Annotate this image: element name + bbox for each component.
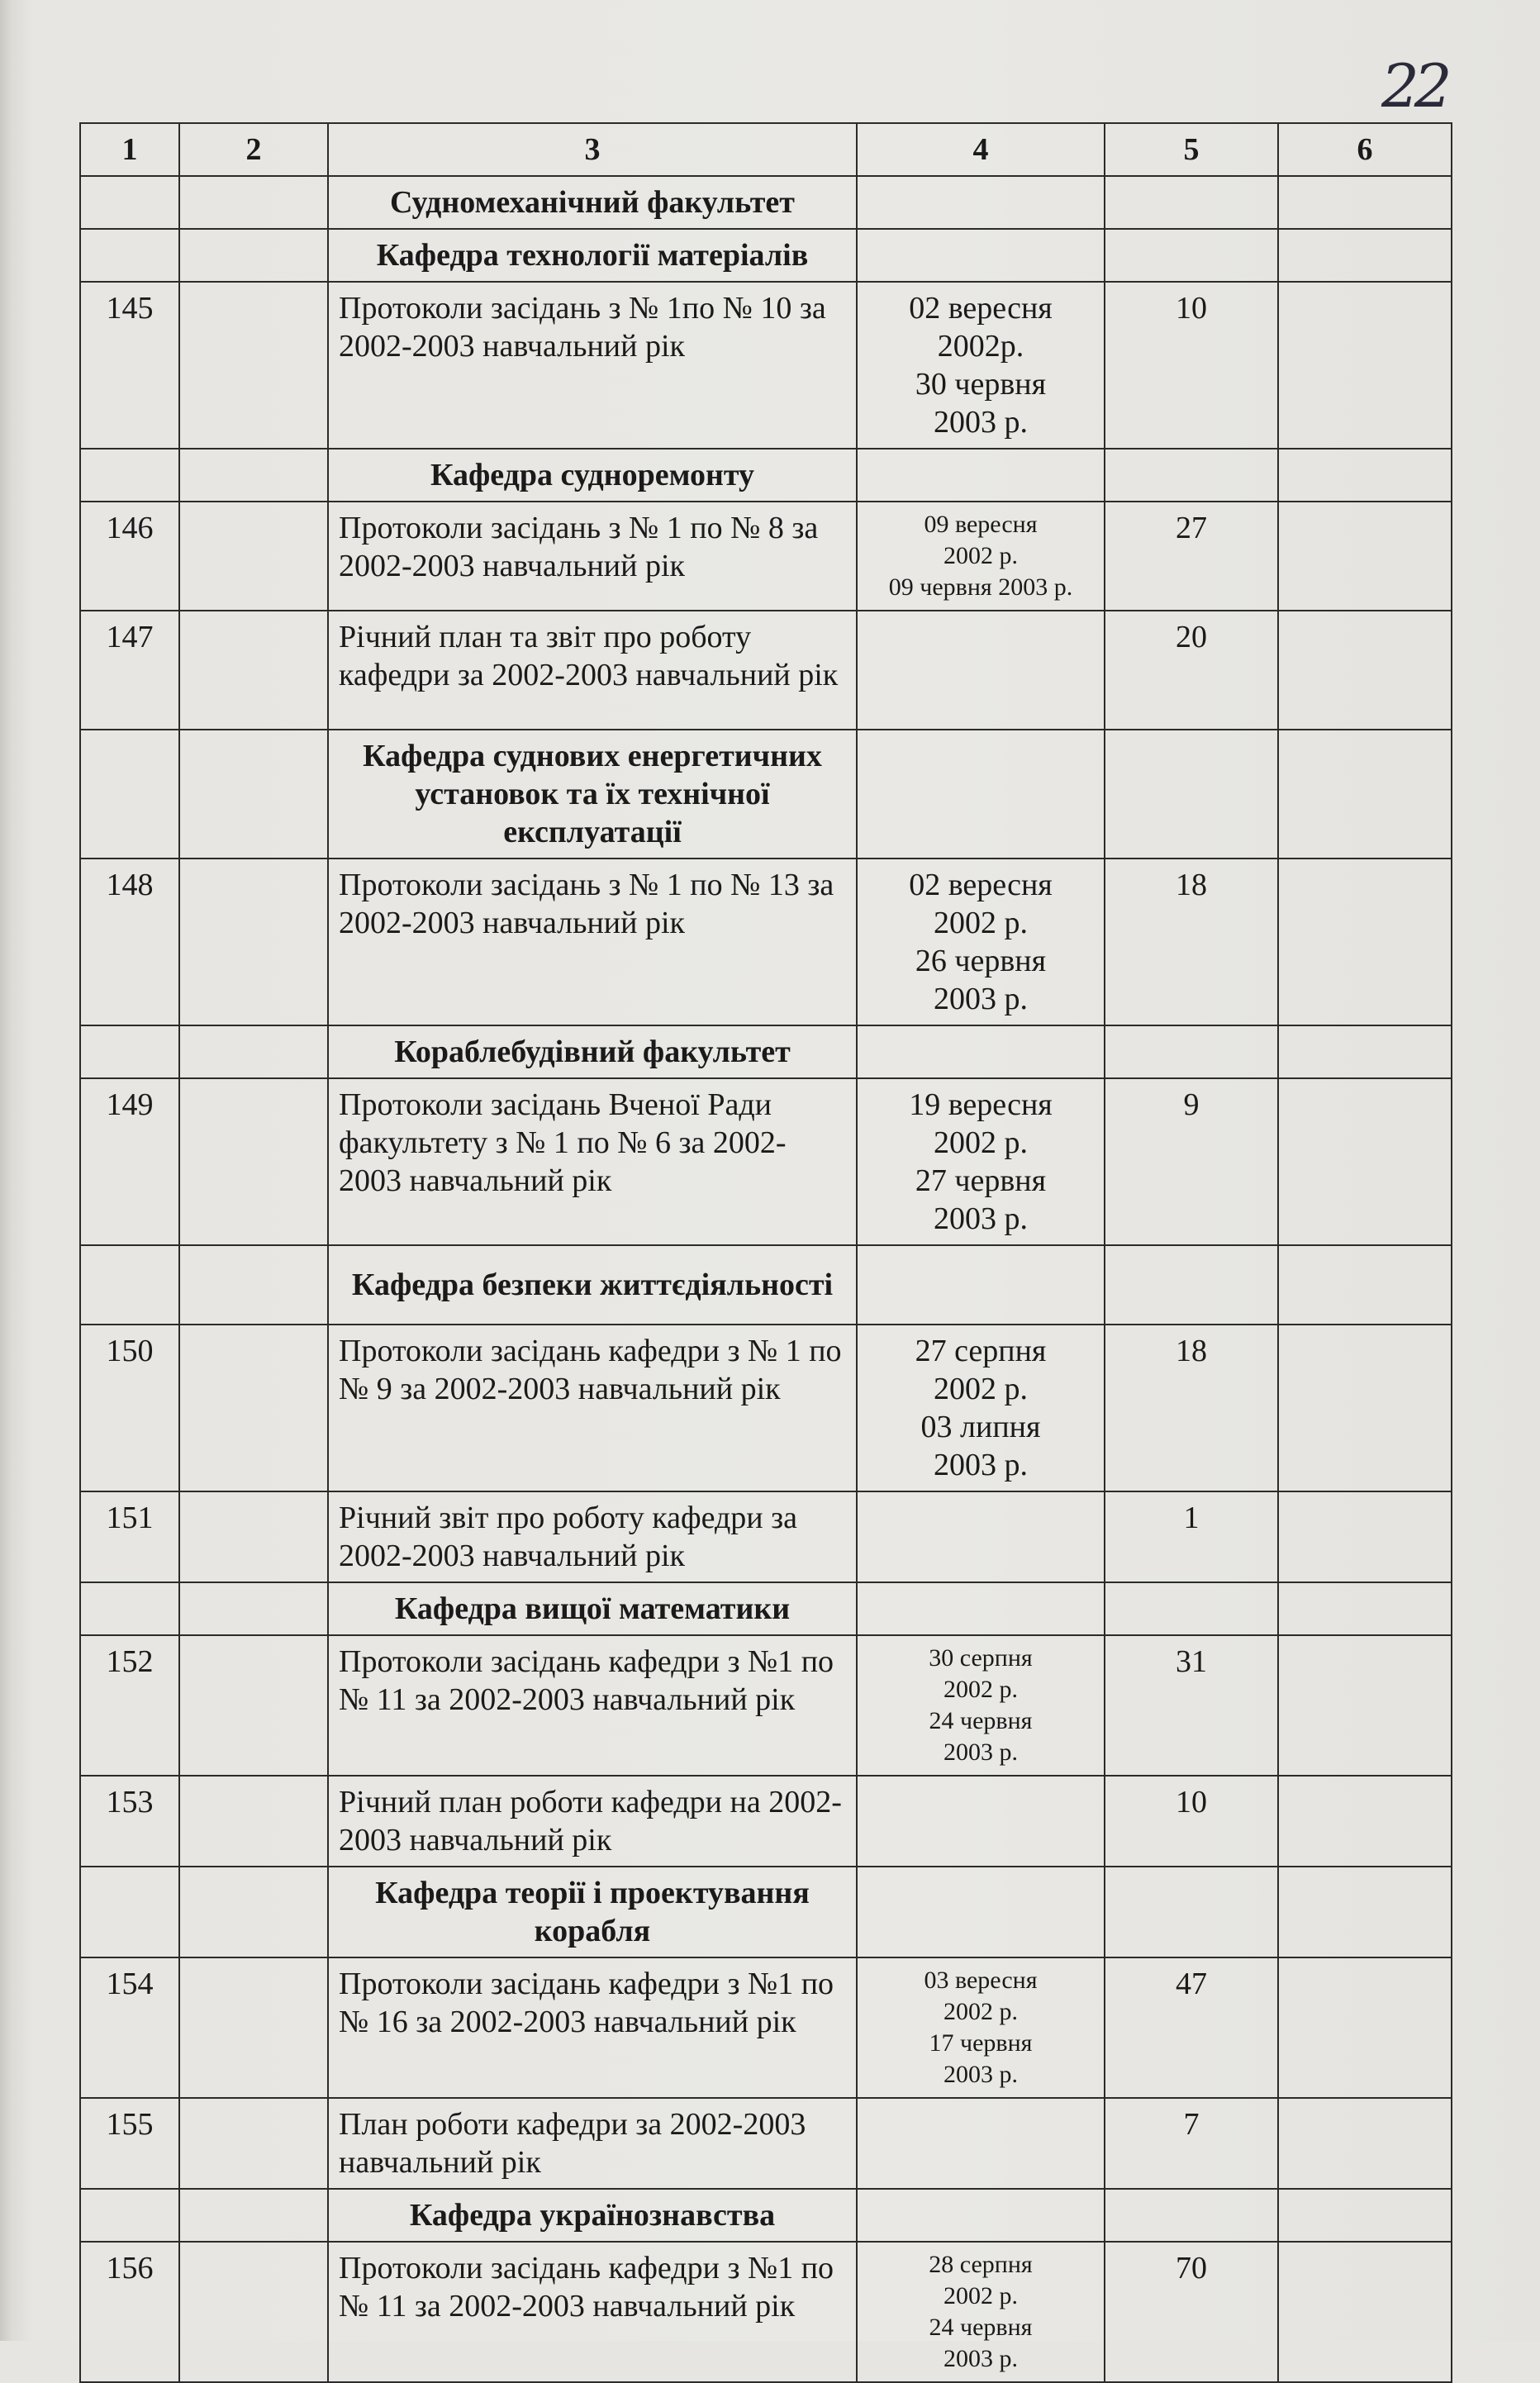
section-title: Кафедра безпеки життєдіяльності xyxy=(328,1245,857,1325)
page-count: 20 xyxy=(1105,611,1278,730)
record-number-cell xyxy=(80,1582,179,1635)
empty-cell xyxy=(857,229,1105,282)
empty-cell xyxy=(1278,1245,1452,1325)
record-number: 151 xyxy=(80,1491,179,1582)
date-line: 03 липня xyxy=(920,1410,1041,1444)
register-row xyxy=(80,1957,1452,2098)
date-line: 2002 р. xyxy=(943,1998,1018,2025)
empty-cell xyxy=(857,449,1105,502)
record-number: 145 xyxy=(80,282,179,449)
section-title: Кафедра теорії і проектування корабля xyxy=(328,1867,857,1957)
empty-cell xyxy=(1105,1025,1278,1078)
register-row xyxy=(80,502,1452,611)
page-count: 70 xyxy=(1105,2242,1278,2382)
record-title: Протоколи засідань з № 1 по № 13 за 2002-2003 навчальний рік xyxy=(328,859,857,1025)
column-header: 2 xyxy=(179,123,328,176)
date-line: 2003 р. xyxy=(943,1738,1018,1766)
register-row xyxy=(80,1325,1452,1491)
empty-cell xyxy=(179,229,328,282)
record-dates xyxy=(857,1635,1105,1776)
notes-cell xyxy=(1278,1325,1452,1491)
date-line: 27 червня xyxy=(915,1163,1047,1198)
register-row xyxy=(80,1491,1452,1582)
column-header: 3 xyxy=(328,123,857,176)
date-line: 2002 р. xyxy=(934,1125,1028,1160)
record-number: 150 xyxy=(80,1325,179,1491)
record-dates xyxy=(857,1491,1105,1582)
record-number-cell xyxy=(80,730,179,859)
date-line: 27 серпня xyxy=(915,1334,1047,1368)
empty-cell xyxy=(179,2189,328,2242)
empty-cell xyxy=(179,611,328,730)
record-number-cell xyxy=(80,1867,179,1957)
notes-cell xyxy=(1278,611,1452,730)
record-title: Протоколи засідань з № 1 по № 8 за 2002-2003 навчальний рік xyxy=(328,502,857,611)
column-header: 4 xyxy=(857,123,1105,176)
archive-register-table xyxy=(79,122,1452,2383)
date-line: 2003 р. xyxy=(934,1201,1028,1236)
record-number-cell xyxy=(80,1025,179,1078)
section-heading-row xyxy=(80,2189,1452,2242)
empty-cell xyxy=(1105,1867,1278,1957)
empty-cell xyxy=(857,1245,1105,1325)
column-header: 5 xyxy=(1105,123,1278,176)
empty-cell xyxy=(179,730,328,859)
record-title: Протоколи засідань кафедри з № 1 по № 9 за 2002-2003 навчальний рік xyxy=(328,1325,857,1491)
section-heading-row xyxy=(80,1245,1452,1325)
section-heading-row xyxy=(80,176,1452,229)
empty-cell xyxy=(1105,2189,1278,2242)
empty-cell xyxy=(179,1582,328,1635)
notes-cell xyxy=(1278,1491,1452,1582)
page-count: 18 xyxy=(1105,1325,1278,1491)
empty-cell xyxy=(1105,1582,1278,1635)
section-title: Судномеханічний факультет xyxy=(328,176,857,229)
notes-cell xyxy=(1278,502,1452,611)
record-number: 146 xyxy=(80,502,179,611)
date-line: 2002 р. xyxy=(943,542,1018,569)
record-title: Річний план та звіт про роботу кафедри за 2002-2003 навчальний рік xyxy=(328,611,857,730)
notes-cell xyxy=(1278,1957,1452,2098)
empty-cell xyxy=(179,1078,328,1245)
notes-cell xyxy=(1278,1776,1452,1867)
register-row xyxy=(80,1635,1452,1776)
page-count: 31 xyxy=(1105,1635,1278,1776)
register-row xyxy=(80,1776,1452,1867)
empty-cell xyxy=(179,1025,328,1078)
date-line: 2002 р. xyxy=(934,906,1028,940)
register-row xyxy=(80,1078,1452,1245)
section-heading-row xyxy=(80,1582,1452,1635)
section-title: Кафедра технології матеріалів xyxy=(328,229,857,282)
date-line: 24 червня xyxy=(929,2314,1033,2341)
page-count: 10 xyxy=(1105,282,1278,449)
record-dates xyxy=(857,1078,1105,1245)
section-heading-row xyxy=(80,730,1452,859)
empty-cell xyxy=(857,1867,1105,1957)
empty-cell xyxy=(179,1325,328,1491)
record-dates xyxy=(857,282,1105,449)
record-dates xyxy=(857,1957,1105,2098)
date-line: 19 вересня xyxy=(909,1087,1053,1122)
date-line: 2003 р. xyxy=(943,2061,1018,2088)
empty-cell xyxy=(1105,229,1278,282)
register-row xyxy=(80,859,1452,1025)
record-title: Протоколи засідань кафедри з №1 по № 11 за 2002-2003 навчальний рік xyxy=(328,2242,857,2382)
notes-cell xyxy=(1278,282,1452,449)
section-title: Кафедра суднових енергетичних установок та їх технічної експлуатації xyxy=(328,730,857,859)
page-count: 1 xyxy=(1105,1491,1278,1582)
section-title: Кафедра українознавства xyxy=(328,2189,857,2242)
register-row xyxy=(80,611,1452,730)
section-heading-row xyxy=(80,1025,1452,1078)
notes-cell xyxy=(1278,2098,1452,2189)
register-row xyxy=(80,282,1452,449)
empty-cell xyxy=(857,730,1105,859)
notes-cell xyxy=(1278,2242,1452,2382)
empty-cell xyxy=(1278,1867,1452,1957)
page-count: 7 xyxy=(1105,2098,1278,2189)
date-line: 02 вересня xyxy=(909,868,1053,902)
record-number: 153 xyxy=(80,1776,179,1867)
record-dates xyxy=(857,611,1105,730)
empty-cell xyxy=(1278,229,1452,282)
empty-cell xyxy=(179,282,328,449)
empty-cell xyxy=(1105,449,1278,502)
record-title: Протоколи засідань з № 1по № 10 за 2002-2003 навчальний рік xyxy=(328,282,857,449)
date-line: 26 червня xyxy=(915,944,1047,978)
column-header: 1 xyxy=(80,123,179,176)
page-count: 27 xyxy=(1105,502,1278,611)
date-line: 17 червня xyxy=(929,2029,1033,2057)
empty-cell xyxy=(179,449,328,502)
date-line: 2003 р. xyxy=(934,982,1028,1016)
date-line: 2003 р. xyxy=(934,1448,1028,1482)
record-dates xyxy=(857,2242,1105,2382)
empty-cell xyxy=(1278,730,1452,859)
column-header: 6 xyxy=(1278,123,1452,176)
section-heading-row xyxy=(80,449,1452,502)
empty-cell xyxy=(179,2098,328,2189)
section-heading-row xyxy=(80,1867,1452,1957)
record-title: Річний звіт про роботу кафедри за 2002-2003 навчальний рік xyxy=(328,1491,857,1582)
date-line: 2002 р. xyxy=(934,1372,1028,1406)
empty-cell xyxy=(1278,449,1452,502)
date-line: 2002р. xyxy=(937,329,1024,364)
page-count: 10 xyxy=(1105,1776,1278,1867)
date-line: 09 вересня xyxy=(924,511,1038,538)
register-row xyxy=(80,2098,1452,2189)
empty-cell xyxy=(179,1491,328,1582)
page-number: 22 xyxy=(1381,51,1447,121)
column-header-row xyxy=(80,123,1452,176)
record-number-cell xyxy=(80,229,179,282)
date-line: 2003 р. xyxy=(934,405,1028,440)
date-line: 28 серпня xyxy=(929,2251,1033,2278)
record-dates xyxy=(857,2098,1105,2189)
empty-cell xyxy=(1105,1245,1278,1325)
empty-cell xyxy=(1278,1025,1452,1078)
empty-cell xyxy=(1278,2189,1452,2242)
empty-cell xyxy=(1278,1582,1452,1635)
section-title: Кораблебудівний факультет xyxy=(328,1025,857,1078)
page-count: 9 xyxy=(1105,1078,1278,1245)
record-number: 155 xyxy=(80,2098,179,2189)
date-line: 2002 р. xyxy=(943,2282,1018,2309)
empty-cell xyxy=(179,502,328,611)
empty-cell xyxy=(1105,176,1278,229)
record-number-cell xyxy=(80,449,179,502)
notes-cell xyxy=(1278,1635,1452,1776)
record-number: 154 xyxy=(80,1957,179,2098)
empty-cell xyxy=(179,2242,328,2382)
date-line: 2003 р. xyxy=(943,2345,1018,2372)
record-title: Протоколи засідань Вченої Ради факультету з № 1 по № 6 за 2002-2003 навчальний рік xyxy=(328,1078,857,1245)
register-row xyxy=(80,2242,1452,2382)
page-count: 18 xyxy=(1105,859,1278,1025)
empty-cell xyxy=(179,176,328,229)
record-number: 149 xyxy=(80,1078,179,1245)
record-title: Протоколи засідань кафедри з №1 по № 16 за 2002-2003 навчальний рік xyxy=(328,1957,857,2098)
record-title: План роботи кафедри за 2002-2003 навчальний рік xyxy=(328,2098,857,2189)
empty-cell xyxy=(179,1635,328,1776)
date-line: 30 серпня xyxy=(929,1644,1033,1672)
record-number-cell xyxy=(80,1245,179,1325)
date-line: 09 червня 2003 р. xyxy=(888,573,1073,601)
empty-cell xyxy=(179,1776,328,1867)
record-dates xyxy=(857,859,1105,1025)
record-dates xyxy=(857,502,1105,611)
page-count: 47 xyxy=(1105,1957,1278,2098)
empty-cell xyxy=(857,176,1105,229)
section-title: Кафедра вищої математики xyxy=(328,1582,857,1635)
empty-cell xyxy=(1278,176,1452,229)
date-line: 02 вересня xyxy=(909,291,1053,326)
empty-cell xyxy=(1105,730,1278,859)
record-number: 156 xyxy=(80,2242,179,2382)
section-title: Кафедра судноремонту xyxy=(328,449,857,502)
notes-cell xyxy=(1278,859,1452,1025)
date-line: 24 червня xyxy=(929,1707,1033,1734)
record-number-cell xyxy=(80,2189,179,2242)
record-title: Річний план роботи кафедри на 2002-2003 навчальний рік xyxy=(328,1776,857,1867)
empty-cell xyxy=(857,1582,1105,1635)
record-dates xyxy=(857,1776,1105,1867)
record-number: 147 xyxy=(80,611,179,730)
empty-cell xyxy=(179,1867,328,1957)
empty-cell xyxy=(857,1025,1105,1078)
section-heading-row xyxy=(80,229,1452,282)
empty-cell xyxy=(179,1245,328,1325)
record-number: 152 xyxy=(80,1635,179,1776)
record-number-cell xyxy=(80,176,179,229)
record-dates xyxy=(857,1325,1105,1491)
record-title: Протоколи засідань кафедри з №1 по № 11 за 2002-2003 навчальний рік xyxy=(328,1635,857,1776)
record-number: 148 xyxy=(80,859,179,1025)
empty-cell xyxy=(179,859,328,1025)
date-line: 2002 р. xyxy=(943,1676,1018,1703)
empty-cell xyxy=(179,1957,328,2098)
date-line: 30 червня xyxy=(915,367,1047,402)
empty-cell xyxy=(857,2189,1105,2242)
notes-cell xyxy=(1278,1078,1452,1245)
date-line: 03 вересня xyxy=(924,1967,1038,1994)
